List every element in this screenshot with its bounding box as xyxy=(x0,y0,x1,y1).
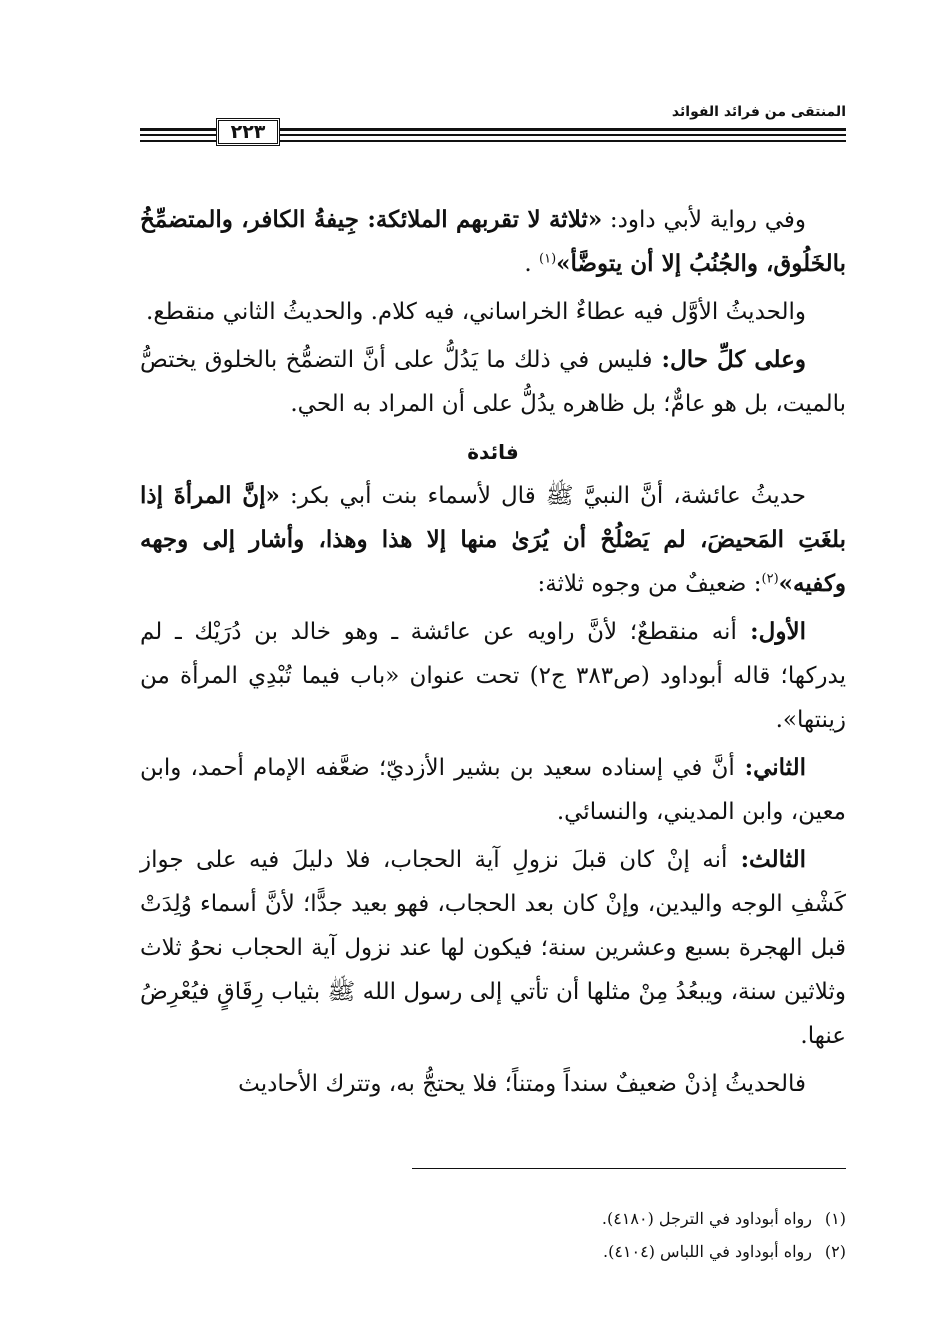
paragraph xyxy=(140,290,846,334)
footnote-number: (٢) xyxy=(824,1242,846,1261)
page-body xyxy=(140,198,846,1110)
paragraph-text: حديثُ عائشة، أنَّ النبيَّ ﷺ قال لأسماء بنت أبي بكر: xyxy=(279,483,806,509)
paragraph-lead: الثالث: xyxy=(727,846,806,873)
paragraph xyxy=(140,610,846,742)
paragraph-lead: الثاني: xyxy=(734,754,806,781)
paragraph xyxy=(140,474,846,606)
paragraph xyxy=(140,1062,846,1106)
footnote-ref: (١) xyxy=(539,251,557,267)
page-number: ٢٢٣ xyxy=(216,118,280,146)
paragraph-text: . xyxy=(524,251,539,277)
footnote-list xyxy=(140,1202,846,1268)
paragraph-lead: الأول: xyxy=(736,618,806,645)
paragraph-text: أنه إنْ كان قبلَ نزولِ آية الحجاب، فلا دليلَ فيه على جواز كَشْفِ الوجه واليدين، وإنْ كان بعد الحجاب، فهو بعيد جدًّا؛ لأنَّ أسماء وُلِدَتْ قبل الهجرة بسبع وعشرين سنة؛ فيكون لها عند نزول آية الحجاب نحوُ ثلاث وثلاثين سنة، ويبعُدُ مِنْ مثلها أن تأتي إلى رسول الله ﷺ بثياب رِقَاقٍ فيُعْرِضُ عنها. xyxy=(140,847,846,1049)
footnote-number: (١) xyxy=(824,1209,846,1228)
book-title: المنتقى من فرائد الفوائد xyxy=(671,104,846,120)
hadith-quote: «إنَّ المرأةَ إذا بلغَتِ المَحيضَ، لم يَصْلُحْ أن يُرَىٰ منها إلا هذا وهذا، وأشار إلى وجهه وكفيه» xyxy=(140,482,846,597)
footnote xyxy=(140,1235,846,1268)
paragraph xyxy=(140,746,846,834)
paragraph xyxy=(140,338,846,426)
paragraph-text: : ضعيفٌ من وجوه ثلاثة: xyxy=(537,571,762,597)
paragraph-text: أنَّ في إسناده سعيد بن بشير الأزديّ؛ ضعَّفه الإمام أحمد، وابن معين، وابن المديني، والنسائي. xyxy=(140,755,846,825)
section-heading: فائدة xyxy=(467,440,519,464)
paragraph-text: وفي رواية لأبي داود: xyxy=(602,207,806,233)
footnote-text: رواه أبوداود في اللباس (٤١٠٤). xyxy=(603,1242,812,1261)
paragraph-text: أنه منقطعٌ؛ لأنَّ راويه عن عائشة ـ وهو خالد بن دُرَيْك ـ لم يدركها؛ قاله أبوداود (ص٣٨٣ ج٢) تحت عنوان «باب فيما تُبْدِي المرأة من زينتها». xyxy=(140,619,846,733)
paragraph xyxy=(140,198,846,286)
paragraph-text: فالحديثُ إذنْ ضعيفٌ سنداً ومتناً؛ فلا يحتجُّ به، وتترك الأحاديث xyxy=(238,1071,806,1097)
hadith-quote: «ثلاثة لا تقربهم الملائكة: جِيفةُ الكافر، والمتضمِّخُ بالخَلُوق، والجُنُبُ إلا أن يتوضَّأ» xyxy=(140,206,846,277)
footnote-separator xyxy=(412,1168,846,1169)
footnote-ref: (٢) xyxy=(761,571,779,587)
footnote xyxy=(140,1202,846,1235)
page-header xyxy=(140,100,846,150)
paragraph-text: فليس في ذلك ما يَدُلُّ على أنَّ التضمُّخ بالخلوق يختصُّ بالميت، بل هو عامٌّ؛ بل ظاهره يدُلُّ على أن المراد به الحي. xyxy=(140,347,846,417)
paragraph xyxy=(140,838,846,1058)
paragraph-text: والحديثُ الأوَّل فيه عطاءٌ الخراساني، فيه كلام. والحديثُ الثاني منقطع. xyxy=(146,299,806,325)
paragraph-lead: وعلى كلِّ حال: xyxy=(652,346,806,373)
footnote-text: رواه أبوداود في الترجل (٤١٨٠). xyxy=(601,1209,812,1228)
